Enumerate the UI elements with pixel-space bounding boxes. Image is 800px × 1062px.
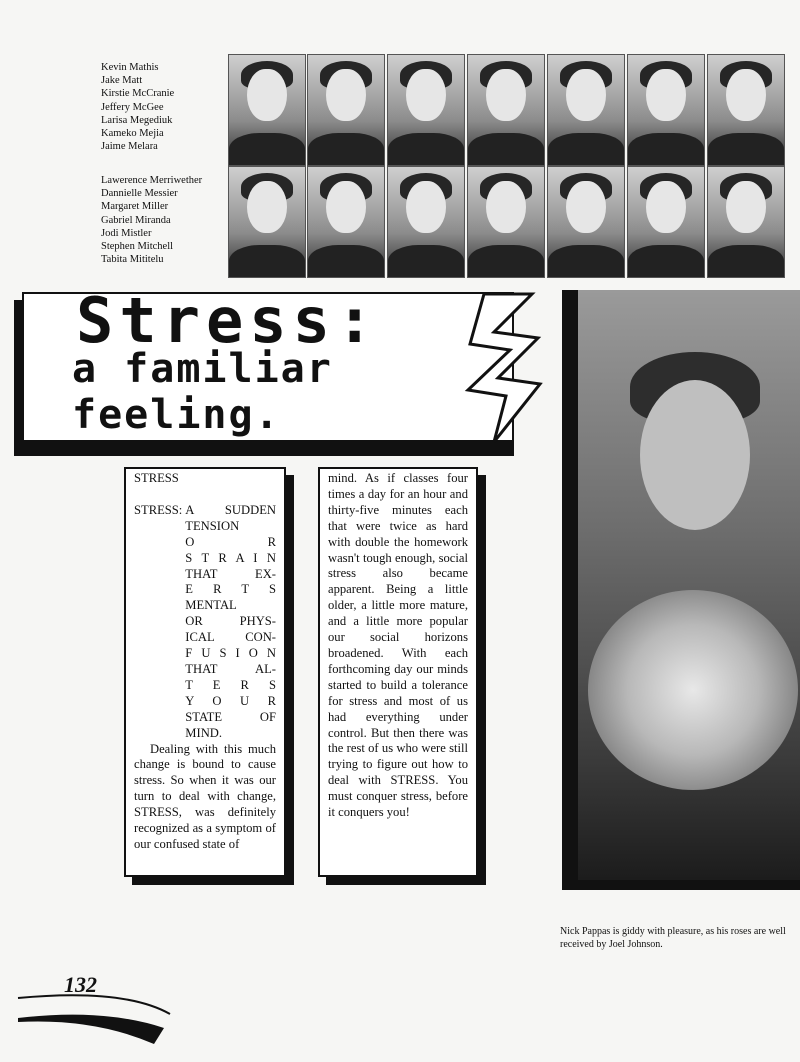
student-portrait	[547, 166, 625, 278]
definition-line: OR PHYS-	[185, 614, 276, 629]
student-name: Kevin Mathis	[101, 62, 159, 73]
student-name: Dannielle Messier	[101, 188, 178, 200]
headline-line-1: Stress:	[76, 284, 380, 357]
student-portrait	[707, 54, 785, 166]
student-portrait	[387, 54, 465, 166]
page-number-swoosh	[14, 978, 184, 1048]
article-column-1	[124, 467, 286, 877]
student-portrait	[547, 54, 625, 166]
student-name: Margaret Miller	[101, 201, 169, 213]
definition-label: STRESS:	[134, 502, 183, 517]
lightning-bolt-graphic	[454, 292, 544, 452]
definition-line: T E R S	[185, 677, 276, 692]
student-name: Stephen Mitchell	[101, 241, 174, 253]
bouquet-graphic	[588, 590, 798, 790]
definition-line: F U S I O N	[185, 646, 276, 661]
student-portrait	[307, 54, 385, 166]
definition-line: ICAL CON-	[185, 630, 276, 645]
student-name: Gabriel Miranda	[101, 214, 171, 226]
headline-banner	[14, 284, 534, 452]
article-heading: STRESS	[134, 471, 179, 485]
definition-line: E R T S	[185, 582, 276, 597]
definition-line: MENTAL	[185, 598, 237, 613]
article-paragraph: Dealing with this much change is bound to cause stress. So when it was our turn to deal with change, STRESS, was definitely recognized as a symptom of our confused state of	[134, 741, 276, 851]
definition-line: A SUDDEN	[185, 502, 276, 517]
article-paragraph: mind. As if classes four times a day for an hour and thirty-five minutes each that were twice as hard with double the homework wasn't tough enough, social stress also became apparent. Being a little older, a little more mature, and a little more popular our social horizons broadened. With each forthcoming day our minds started to build a tolerance for stress and most of us had everything under control. But then there was the rest of us who were still trying to figure out how to deal with STRESS. You must conquer stress, before it conquers you!	[328, 471, 468, 820]
photo-caption: Nick Pappas is giddy with pleasure, as his roses are well received by Joel Johnson.	[560, 926, 786, 950]
definition-block	[134, 503, 276, 742]
student-name: Jodi Mistler	[101, 227, 152, 239]
definition-line: Y O U R	[185, 693, 276, 708]
page-number: 132	[64, 972, 97, 997]
student-portrait	[387, 166, 465, 278]
student-name: Kirstie McCranie	[101, 88, 175, 100]
student-name: Tabita Mititelu	[101, 254, 164, 266]
student-portrait	[627, 54, 705, 166]
definition-line: S T R A I N	[185, 550, 276, 565]
definition-line: MIND.	[185, 725, 223, 740]
student-portrait	[228, 54, 306, 166]
student-portrait	[307, 166, 385, 278]
student-portrait	[228, 166, 306, 278]
student-portrait	[707, 166, 785, 278]
student-name: Larisa Megediuk	[101, 114, 173, 126]
definition-line: THAT EX-	[185, 566, 276, 581]
student-portrait	[467, 54, 545, 166]
student-portrait	[467, 166, 545, 278]
article-column-2	[318, 467, 478, 877]
feature-photo	[562, 290, 800, 890]
definition-line: O R	[185, 534, 276, 549]
student-name: Jake Matt	[101, 75, 143, 87]
student-name: Kameko Mejia	[101, 128, 164, 140]
definition-line: TENSION	[185, 518, 240, 533]
definition-line: THAT AL-	[185, 661, 276, 676]
name-list-row-1	[101, 61, 174, 153]
student-name: Lawerence Merriwether	[101, 175, 203, 186]
student-name: Jaime Melara	[101, 141, 158, 153]
student-portrait	[627, 166, 705, 278]
headline-line-3: feeling.	[72, 392, 281, 438]
definition-line: STATE OF	[185, 709, 276, 724]
name-list-row-2	[101, 174, 202, 266]
student-name: Jeffery McGee	[101, 101, 164, 113]
headline-line-2: a familiar	[72, 346, 333, 392]
